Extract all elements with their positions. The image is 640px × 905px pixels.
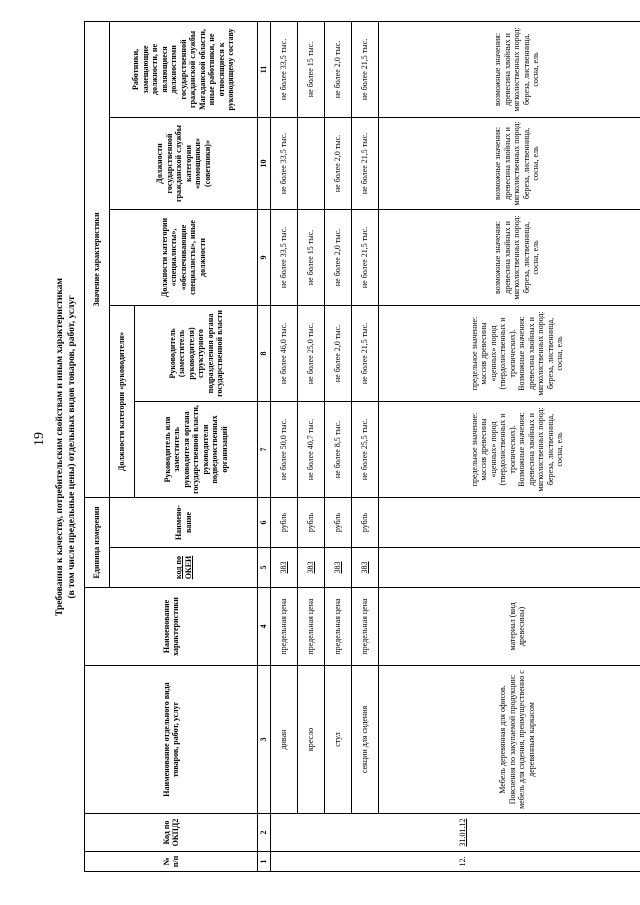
header-values: Значение характеристики (85, 21, 110, 497)
requirements-table (84, 21, 640, 872)
header-col8: Руководитель (заместитель руководителя) структурного подразделения органа государственной власти (135, 305, 258, 401)
item-value-10 (298, 117, 325, 209)
item-value-8: не более 25,0 тыс. (298, 305, 325, 401)
table-row (325, 21, 352, 871)
item-value-9: не более 15 тыс. (298, 209, 325, 305)
table-row (271, 21, 298, 871)
item-name: секции для сидения (352, 666, 379, 814)
column-number: 8 (258, 305, 271, 401)
group-material-char: материал (вид древесины) (379, 588, 640, 666)
header-item-name: Наименование отдельного вида товаров, работ, услуг (85, 666, 258, 814)
item-value-7: не более 40,7 тыс. (298, 401, 325, 497)
item-name: кресло (298, 666, 325, 814)
document-title (52, 22, 84, 872)
item-value-8: не более 21,5 тыс. (352, 305, 379, 401)
column-number: 10 (258, 117, 271, 209)
header-col7: Руководитель или заместитель руководителя органа государственной власти, руководители подведомственных организаций (135, 401, 258, 497)
item-unit-code: 383 (352, 548, 379, 588)
item-value-11: не более 21,5 тыс. (352, 21, 379, 117)
header-unit-name: Наимено-вание (110, 497, 258, 547)
header-num: № п/п (85, 852, 258, 872)
item-unit-code: 383 (298, 548, 325, 588)
column-number: 3 (258, 666, 271, 814)
group-unit-empty (379, 497, 640, 547)
item-unit: рубль (325, 497, 352, 547)
column-number: 4 (258, 588, 271, 666)
item-value-8: не более 46,0 тыс. (271, 305, 298, 401)
page-number: 19 (32, 432, 47, 446)
header-okpd2: Код по ОКПД2 (85, 814, 258, 852)
row-group-code: 31.01.12 (271, 814, 640, 852)
column-number: 7 (258, 401, 271, 497)
header-unit: Единица измерения (85, 497, 110, 587)
header-col11: Работники, замещающие должности, не являющиеся должностями государственной гражданской службы Магаданской области, иные работники, не относящиеся к руководящему составу (110, 21, 258, 117)
column-number: 6 (258, 497, 271, 547)
row-group-num: 12. (271, 852, 640, 872)
item-value-9: не более 2,0 тыс. (325, 209, 352, 305)
header-col9: Должности категории «специалисты», «обеспечивающие специалисты», иные должности (110, 209, 258, 305)
header-col10: Должности государственной гражданской службы категории «помощники» (советники)» (110, 117, 258, 209)
item-char: предельная цена (352, 588, 379, 666)
item-unit-code: 383 (271, 548, 298, 588)
table-row-material (379, 21, 640, 871)
item-unit: рубль (271, 497, 298, 547)
item-value-10: не более 2,0 тыс. (325, 117, 352, 209)
header-unit-code: код по ОКЕИ (110, 548, 258, 588)
column-numbers-row (258, 21, 271, 871)
header-char-name: Наименование характеристики (85, 588, 258, 666)
group-value-9: возможные значения: древесина хвойных и мягколиственных пород: береза, лиственница, сосна, ель (379, 209, 640, 305)
item-unit-code: 383 (325, 548, 352, 588)
group-value-10: возможные значения: древесина хвойных и мягколиственных пород: береза, лиственница, сосна, ель (379, 117, 640, 209)
group-name: Мебель деревянная для офисов. Пояснения по закупаемой продукции: мебель для сидения, преимущественно с деревянным каркасом (379, 666, 640, 814)
column-number: 2 (258, 814, 271, 852)
table-row (298, 21, 325, 871)
item-value-11: не более 33,5 тыс. (271, 21, 298, 117)
rotated-page-content (52, 22, 619, 872)
group-unit-code-empty (379, 548, 640, 588)
column-number: 5 (258, 548, 271, 588)
group-value-7: предельное значение: массив древесины «ценных» пород (твердолиственных и тропических). Возможные значения: древесина хвойных и мягколиственных пород: береза, лиственница, сосна, ель (379, 401, 640, 497)
item-value-8: не более 2,0 тыс. (325, 305, 352, 401)
header-head-category: Должности категории «руководители» (110, 305, 135, 497)
header-row-1 (85, 21, 110, 871)
item-value-11: не более 15 тыс. (298, 21, 325, 117)
item-name: стул (325, 666, 352, 814)
item-name: диван (271, 666, 298, 814)
item-value-10: не более 21,5 тыс. (352, 117, 379, 209)
table-row (352, 21, 379, 871)
column-number: 9 (258, 209, 271, 305)
item-value-9: не более 21,5 тыс. (352, 209, 379, 305)
item-value-11: не более 2,0 тыс. (325, 21, 352, 117)
item-value-10: не более 33,5 тыс. (271, 117, 298, 209)
item-unit: рубль (352, 497, 379, 547)
group-value-8: предельное значение: массив древесины «ценных» пород (твердолиственных и тропических). Возможные значения: древесина хвойных и мягколиственных пород: береза, лиственница, сосна, ель (379, 305, 640, 401)
item-char: предельная цена (325, 588, 352, 666)
item-value-9: не более 33,5 тыс. (271, 209, 298, 305)
title-line-1: Требования к качеству, потребительским свойствам и иным характеристикам (55, 278, 65, 616)
item-char: предельная цена (271, 588, 298, 666)
column-number: 1 (258, 852, 271, 872)
column-number: 11 (258, 21, 271, 117)
item-value-7: не более 8,5 тыс. (325, 401, 352, 497)
title-line-2: (в том числе предельные цены) отдельных видов товаров, работ, услуг (67, 295, 77, 599)
item-value-7: не более 25,5 тыс. (352, 401, 379, 497)
item-value-7: не более 50,0 тыс. (271, 401, 298, 497)
item-char: предельная цена (298, 588, 325, 666)
group-value-11: возможные значения: древесина хвойных и мягколиственных пород: береза, лиственница, сосна, ель (379, 21, 640, 117)
item-unit: рубль (298, 497, 325, 547)
